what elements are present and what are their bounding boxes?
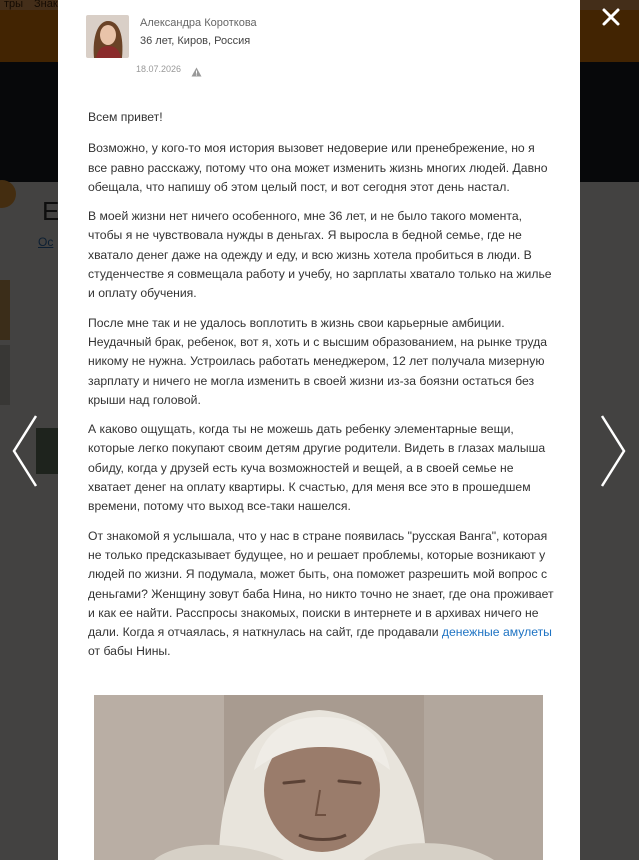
amulets-link[interactable]: денежные амулеты [441,625,552,640]
author-avatar[interactable] [86,15,129,58]
post-paragraph: После мне так и не удалось воплотить в жизнь свои карьерные амбиции. Неудачный брак, ребенок, вот я, хоть и с высшим образованием, на рынке труда никому не нужна. Устроилась работать менеджером, 12 лет получала мизерную зарплату и ничего не могла изменить в своей жизни из-за боязни остаться без крыши над головой. [88,315,547,407]
post-modal [58,0,580,860]
post-paragraph [88,527,554,662]
paragraph-text: От знакомой я услышала, что у нас в стране появилась "русская Ванга", которая не только предсказывает будущее, но и решает проблемы, которые возникают у людей по жизни. Я подумала, может быть, она поможет разрешить мой вопрос с деньгами? Женщину зовут баба Нина, но никто точно не знает, где она проживает и как ее найти. Расспросы знакомых, поиски в интернете и в архивах ничего не дали. Когда я отчаялась, я наткнулась на сайт, где продавали [88,528,554,640]
post-paragraph: В моей жизни нет ничего особенного, мне 36 лет, и не было такого момента, чтобы я не чувствовала нужды в деньгах. Я выросла в бедной семье, где не хватало денег даже на одежду и еду, и всю жизнь хотела пробиться в люди. В студенчестве я совмещала работу и учебу, но зарплаты хватало только на жилье и оплату обучения. [88,209,552,301]
post-greeting: Всем привет! [88,110,163,124]
close-icon[interactable] [600,6,622,28]
post-date: 18.07.2026 [136,64,182,74]
post-photo[interactable] [94,695,543,860]
post-paragraph: А каково ощущать, когда ты не можешь дать ребенку элементарные вещи, которые легко покупают своим детям другие родители. Видеть в глазах малыша обиду, когда у друзей есть куча возможностей и вещей, а в своей семье не хватает денег на оплату квартиры. К счастью, для меня все это в прошедшем времени, потому что выход все-таки нашелся. [88,422,546,514]
post-body [88,108,554,672]
chevron-right-icon[interactable] [594,412,634,490]
paragraph-text: от бабы Нины. [88,644,171,659]
warning-icon[interactable] [191,64,202,74]
author-name[interactable]: Александра Короткова [140,17,257,29]
chevron-left-icon[interactable] [6,412,46,490]
author-meta: 36 лет, Киров, Россия [140,35,251,47]
post-paragraph: Возможно, у кого-то моя история вызовет недоверие или пренебрежение, но я все равно расскажу, потому что она может изменить жизнь многих людей. Давно обещала, что напишу об этом целый пост, и вот сегодня этот день настал. [88,141,548,194]
